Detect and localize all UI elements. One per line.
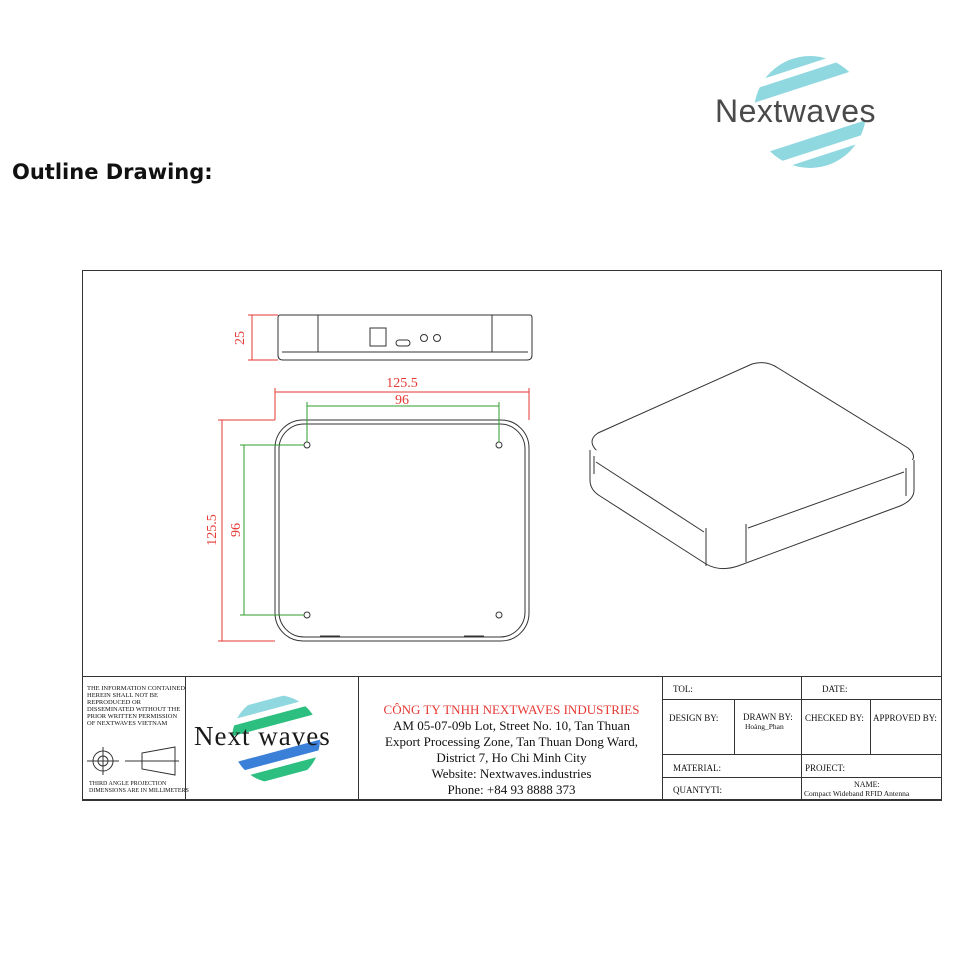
left-height-outer-label: 125.5 [205, 514, 220, 546]
checked-by-cell [801, 699, 871, 755]
project-label: PROJECT: [805, 763, 846, 773]
company-name: CÔNG TY TNHH NEXTWAVES INDUSTRIES [383, 702, 640, 717]
company-cell [358, 676, 663, 801]
design-by-cell [662, 699, 735, 755]
mount-hole [496, 612, 502, 618]
disclaimer-cell [82, 676, 189, 801]
top-width-outer-label: 125.5 [386, 376, 418, 391]
title-block-wordmark: Next waves [194, 721, 331, 751]
address-line3: District 7, Ho Chi Minh City [436, 750, 587, 765]
tol-cell [662, 676, 802, 700]
quantity-cell [662, 777, 802, 801]
top-width-inner-label: 96 [395, 393, 409, 408]
project-cell [801, 754, 942, 778]
tol-label: TOL: [673, 684, 693, 694]
quantity-label: QUANTYTI: [673, 785, 722, 795]
address-line2: Export Processing Zone, Tan Thuan Dong Ward, [385, 734, 638, 749]
name-value: Compact Wideband RFID Antenna [804, 789, 910, 798]
page-heading: Outline Drawing: [12, 160, 213, 184]
left-height-inner-label: 96 [229, 523, 244, 537]
isometric-view [590, 363, 914, 569]
logo-wordmark: Nextwaves [715, 93, 876, 129]
mount-hole [496, 442, 502, 448]
projection-line1: THIRD ANGLE PROJECTION [89, 781, 167, 787]
approved-by-cell [870, 699, 942, 755]
design-by-label: DESIGN BY: [669, 713, 719, 723]
date-cell [801, 676, 942, 700]
name-cell [801, 777, 942, 801]
top-view [275, 420, 529, 641]
date-label: DATE: [822, 684, 848, 694]
side-view [278, 315, 532, 360]
drawn-by-cell [734, 699, 802, 755]
projection-line2: DIMENSIONS ARE IN MILLIMETERS [89, 788, 189, 794]
left-height-outer-dimension [218, 420, 275, 641]
material-cell [662, 754, 802, 778]
approved-by-label: APPROVED BY: [873, 713, 937, 723]
address-line1: AM 05-07-09b Lot, Street No. 10, Tan Thuan [393, 718, 630, 733]
material-label: MATERIAL: [673, 763, 721, 773]
side-height-label: 25 [233, 331, 248, 345]
drawn-by-value: Hoàng_Phan [745, 722, 784, 731]
name-label: NAME: [854, 780, 880, 789]
drawn-by-label: DRAWN BY: [743, 712, 793, 722]
side-height-dimension [248, 315, 278, 360]
disclaimer-text: THE INFORMATION CONTAINED HEREIN SHALL NOT BE REPRODUCED OR DISSEMINATED WITHOUT THE PRIOR WRITTEN PERMISSION OF NEXTWAVES VIETNAM [87, 685, 186, 727]
phone: Phone: +84 93 8888 373 [447, 782, 576, 797]
left-height-inner-dimension [240, 445, 304, 615]
title-block [82, 676, 942, 801]
logo-cell [185, 676, 359, 801]
checked-by-label: CHECKED BY: [805, 713, 864, 723]
mount-hole [304, 612, 310, 618]
top-width-inner-dimension [307, 402, 499, 442]
website: Website: Nextwaves.industries [431, 766, 592, 781]
mount-hole [304, 442, 310, 448]
projection-symbol-icon [87, 745, 182, 777]
